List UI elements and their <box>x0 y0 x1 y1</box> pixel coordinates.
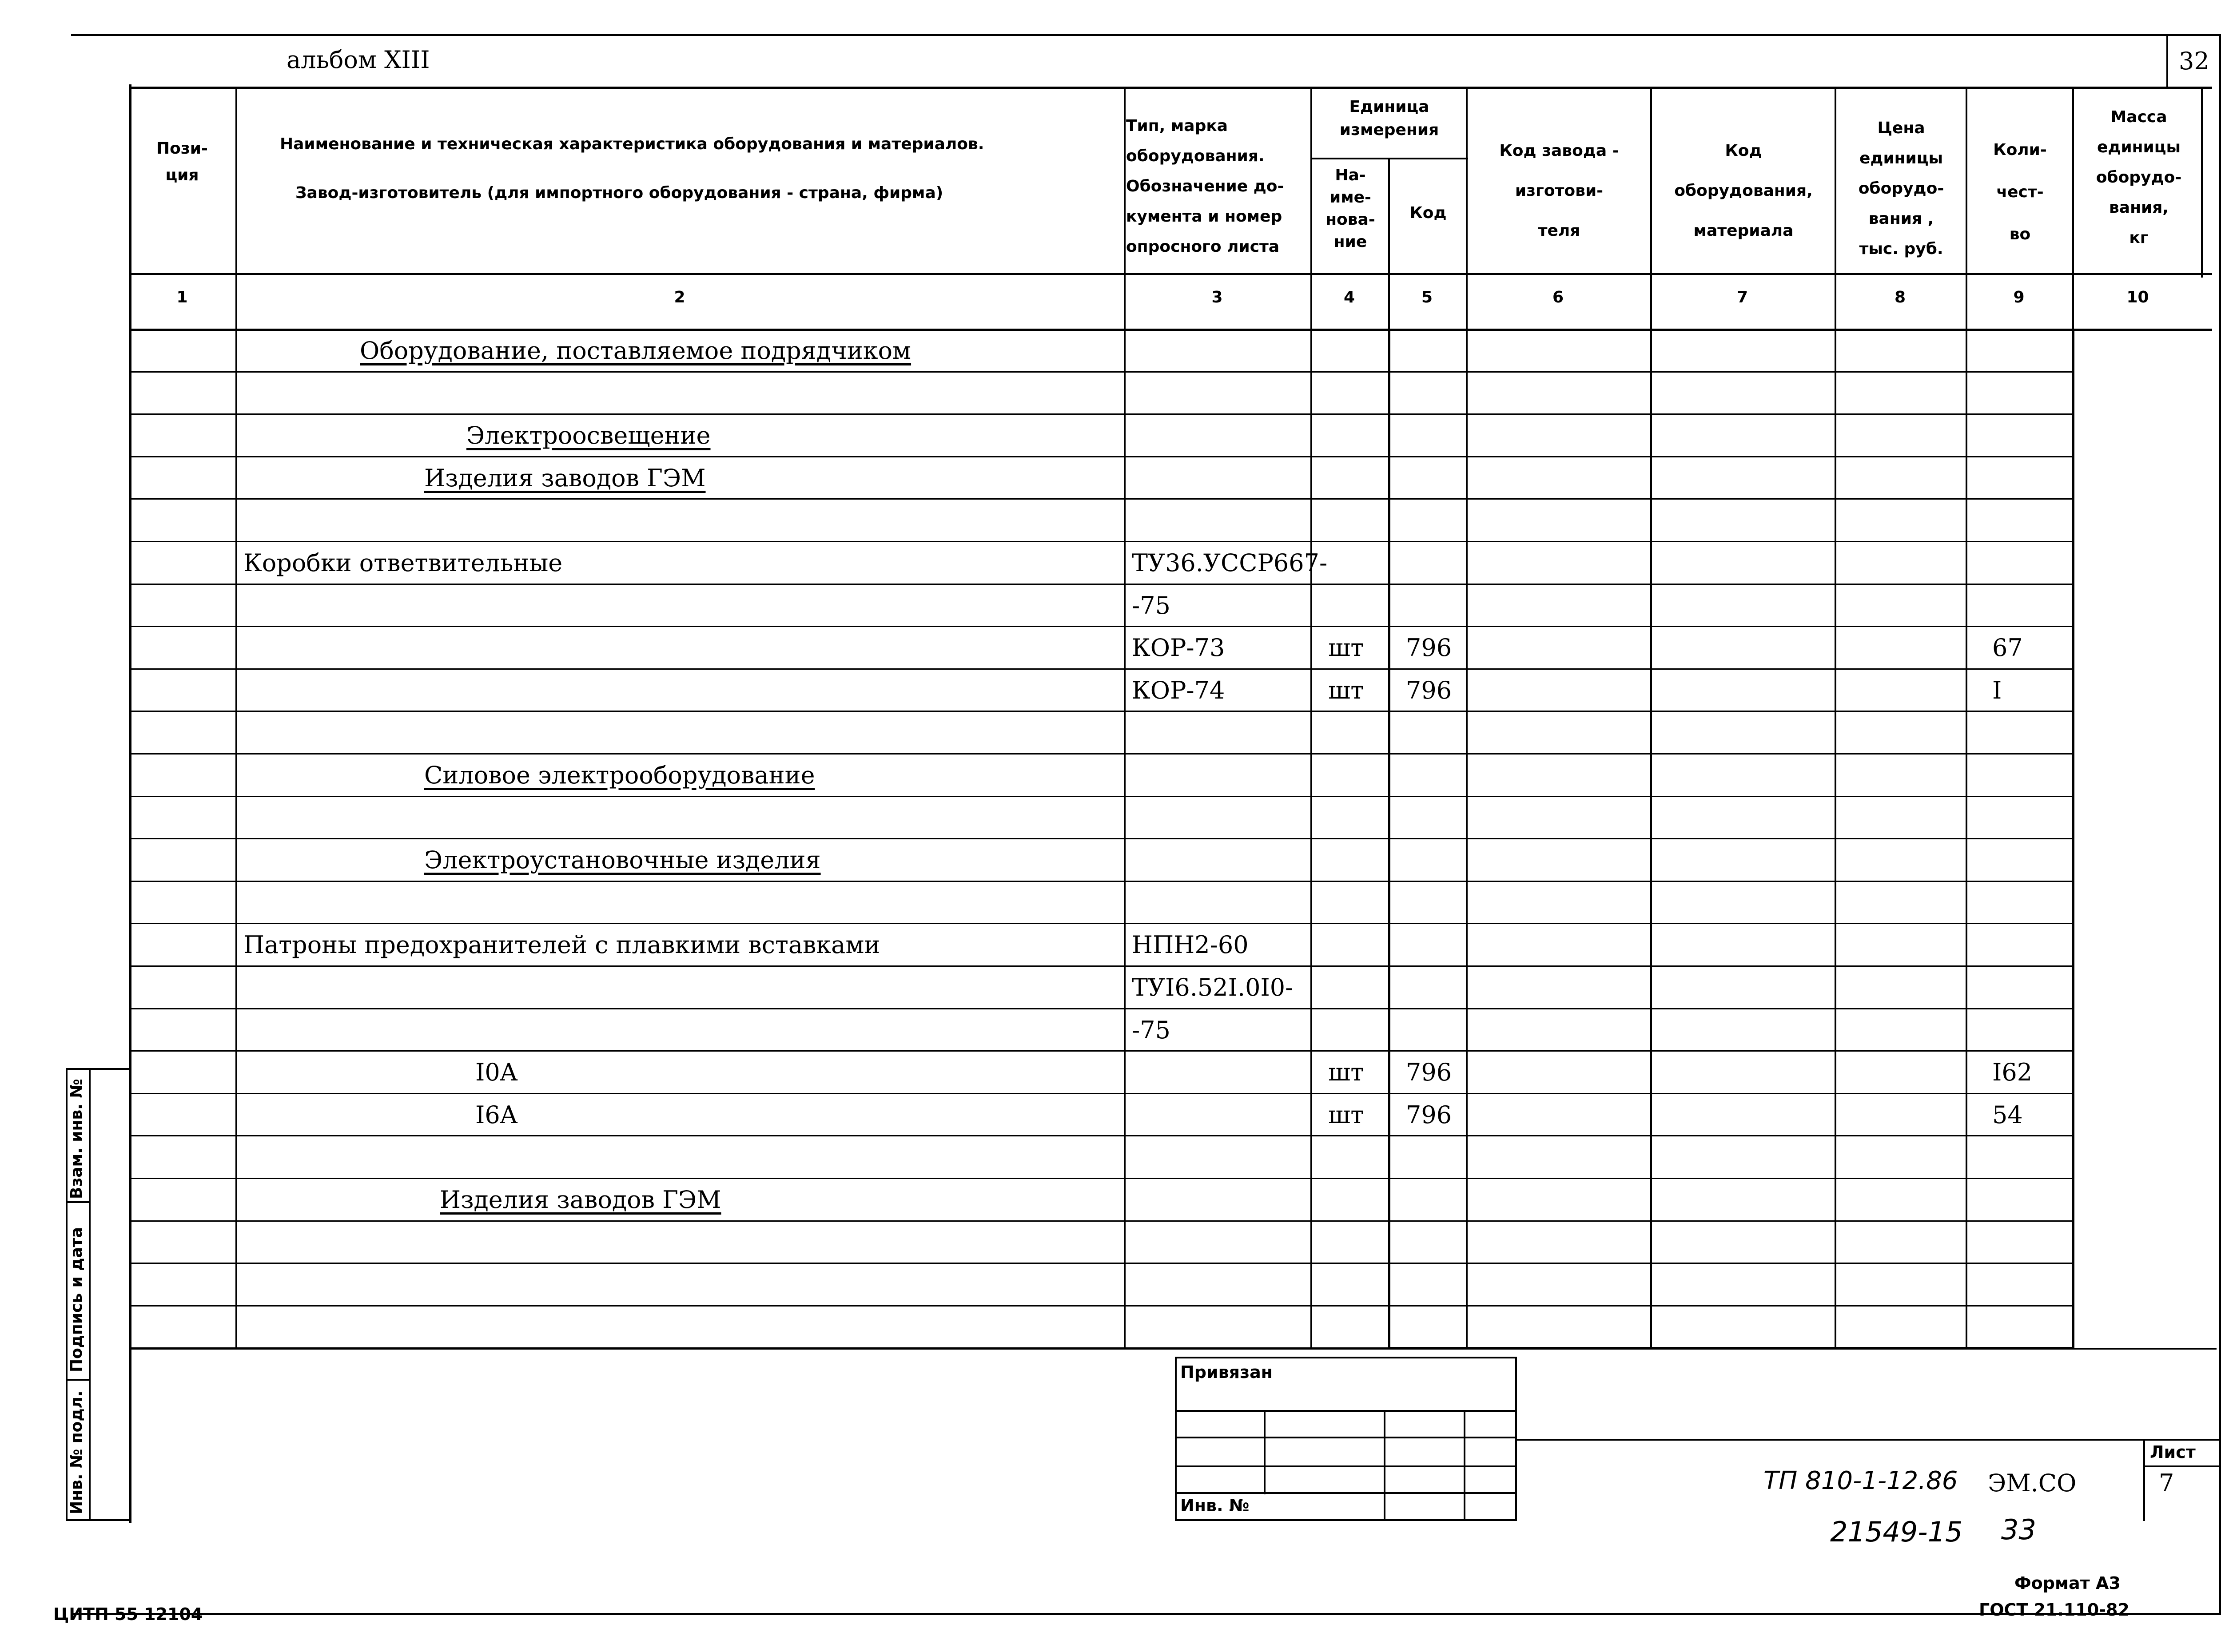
cell-unit-code: 796 <box>1406 634 1452 662</box>
cell-type: ТУ36.УССР667- <box>1132 549 1328 577</box>
cell-type: -75 <box>1132 592 1170 620</box>
list-number: 7 <box>2159 1469 2174 1497</box>
col-header-name-line2: Завод-изготовитель (для импортного оборудования - страна, фирма) <box>295 184 943 202</box>
cell-name: I0A <box>475 1058 517 1086</box>
row-divider <box>129 668 2074 670</box>
spec-table <box>129 87 2217 1348</box>
col-header-price: Цена единицы оборудо- вания , тыс. руб. <box>1858 119 1944 258</box>
row-divider <box>129 626 2074 627</box>
row-divider <box>129 1263 2074 1264</box>
corner-box-left <box>2166 36 2168 87</box>
sheet-corner-number: 32 <box>2179 47 2209 75</box>
cell-unit-code: 796 <box>1406 1101 1452 1129</box>
col-header-type: Тип, марка оборудования. Обозначение до- кумента и номер опросного листа <box>1126 117 1284 256</box>
handwritten-number: 21549-15 <box>1830 1516 1963 1548</box>
album-title: альбом XIII <box>287 46 430 74</box>
cell-unit: шт <box>1328 1101 1364 1129</box>
cell-name: Изделия заводов ГЭМ <box>424 464 706 492</box>
cell-name: Силовое электрооборудование <box>424 761 815 789</box>
cell-unit-code: 796 <box>1406 1058 1452 1086</box>
row-divider <box>129 584 2074 585</box>
cell-unit: шт <box>1328 634 1364 662</box>
privyazan-label: Привязан <box>1180 1362 1273 1382</box>
cell-name: Электроустановочные изделия <box>424 846 821 874</box>
row-divider <box>129 711 2074 712</box>
row-divider <box>129 371 2074 373</box>
side-vzam-inv: Взам. инв. № <box>68 1079 86 1199</box>
col-num-5: 5 <box>1421 288 1433 306</box>
cell-qty: 67 <box>1992 634 2023 662</box>
col-num-4: 4 <box>1343 288 1355 306</box>
cell-qty: I62 <box>1992 1058 2033 1086</box>
cell-type: КОР-74 <box>1132 676 1225 704</box>
inv-no-label: Инв. № <box>1180 1496 1250 1515</box>
col-num-1: 1 <box>176 288 188 306</box>
col-header-unit-code: Код <box>1409 204 1447 222</box>
row-divider <box>129 881 2074 882</box>
cell-name: I6A <box>475 1101 517 1129</box>
cell-name: Электроосвещение <box>466 421 711 449</box>
side-inv-podl: Инв. № подл. <box>68 1390 86 1514</box>
row-divider <box>129 1305 2074 1307</box>
col-header-plant-code: Код завода - изготови- теля <box>1499 142 1619 240</box>
col-header-equipment-code: Код оборудования, материала <box>1674 142 1813 240</box>
cell-name: Оборудование, поставляемое подрядчиком <box>360 337 911 365</box>
row-divider <box>129 838 2074 839</box>
row-divider <box>129 1347 2074 1349</box>
cell-qty: I <box>1992 676 2002 704</box>
cell-unit: шт <box>1328 676 1364 704</box>
row-divider <box>129 1050 2074 1052</box>
footer-left: ЦИТП 55 12104 <box>53 1604 203 1624</box>
row-divider <box>129 413 2074 415</box>
row-divider <box>129 753 2074 755</box>
col-num-3: 3 <box>1211 288 1223 306</box>
top-border <box>71 34 2221 36</box>
row-divider <box>129 498 2074 500</box>
cell-qty: 54 <box>1992 1101 2023 1129</box>
col-num-10: 10 <box>2126 288 2149 306</box>
cell-name: Коробки ответвительные <box>243 549 563 577</box>
cell-name: Патроны предохранителей с плавкими вставками <box>243 931 880 959</box>
row-divider <box>129 1093 2074 1094</box>
footer-gost: ГОСТ 21.110-82 <box>1979 1600 2129 1620</box>
row-divider <box>129 1135 2074 1136</box>
doc-mark: ЭМ.СО <box>1988 1469 2077 1497</box>
bottom-border <box>71 1613 2221 1615</box>
cell-name: Изделия заводов ГЭМ <box>440 1186 721 1214</box>
col-header-qty: Коли- чест- во <box>1993 141 2047 243</box>
cell-type: ТУI6.52I.0I0- <box>1132 973 1294 1001</box>
col-header-unit-group: Единица измерения <box>1339 98 1439 139</box>
cell-type: НПН2-60 <box>1132 931 1249 959</box>
col-num-9: 9 <box>2013 288 2025 306</box>
col-num-8: 8 <box>1894 288 1906 306</box>
row-divider <box>129 965 2074 967</box>
row-divider <box>129 1178 2074 1179</box>
col-num-6: 6 <box>1552 288 1564 306</box>
cell-unit-code: 796 <box>1406 676 1452 704</box>
row-divider <box>129 456 2074 457</box>
cell-unit: шт <box>1328 1058 1364 1086</box>
col-num-2: 2 <box>674 288 685 306</box>
row-divider <box>129 923 2074 924</box>
footer-format: Формат А3 <box>2014 1573 2121 1593</box>
row-divider <box>129 1220 2074 1222</box>
row-divider <box>129 541 2074 542</box>
col-header-name-line1: Наименование и техническая характеристика оборудования и материалов. <box>280 135 984 153</box>
doc-code: ТП 810-1-12.86 <box>1763 1466 1958 1495</box>
list-label: Лист <box>2150 1442 2196 1462</box>
row-divider <box>129 1008 2074 1009</box>
col-num-7: 7 <box>1736 288 1748 306</box>
right-border <box>2219 34 2221 1615</box>
handwritten-page: 33 <box>2001 1513 2036 1546</box>
cell-type: КОР-73 <box>1132 634 1225 662</box>
table-body <box>129 329 2217 1348</box>
col-header-unit-name: На- име- нова- ние <box>1325 166 1375 251</box>
side-podpis-data: Подпись и дата <box>68 1227 86 1372</box>
col-header-position: Пози- ция <box>156 139 208 184</box>
col-header-mass: Масса единицы оборудо- вания, кг <box>2096 108 2182 247</box>
cell-type: -75 <box>1132 1016 1170 1044</box>
row-divider <box>129 796 2074 797</box>
